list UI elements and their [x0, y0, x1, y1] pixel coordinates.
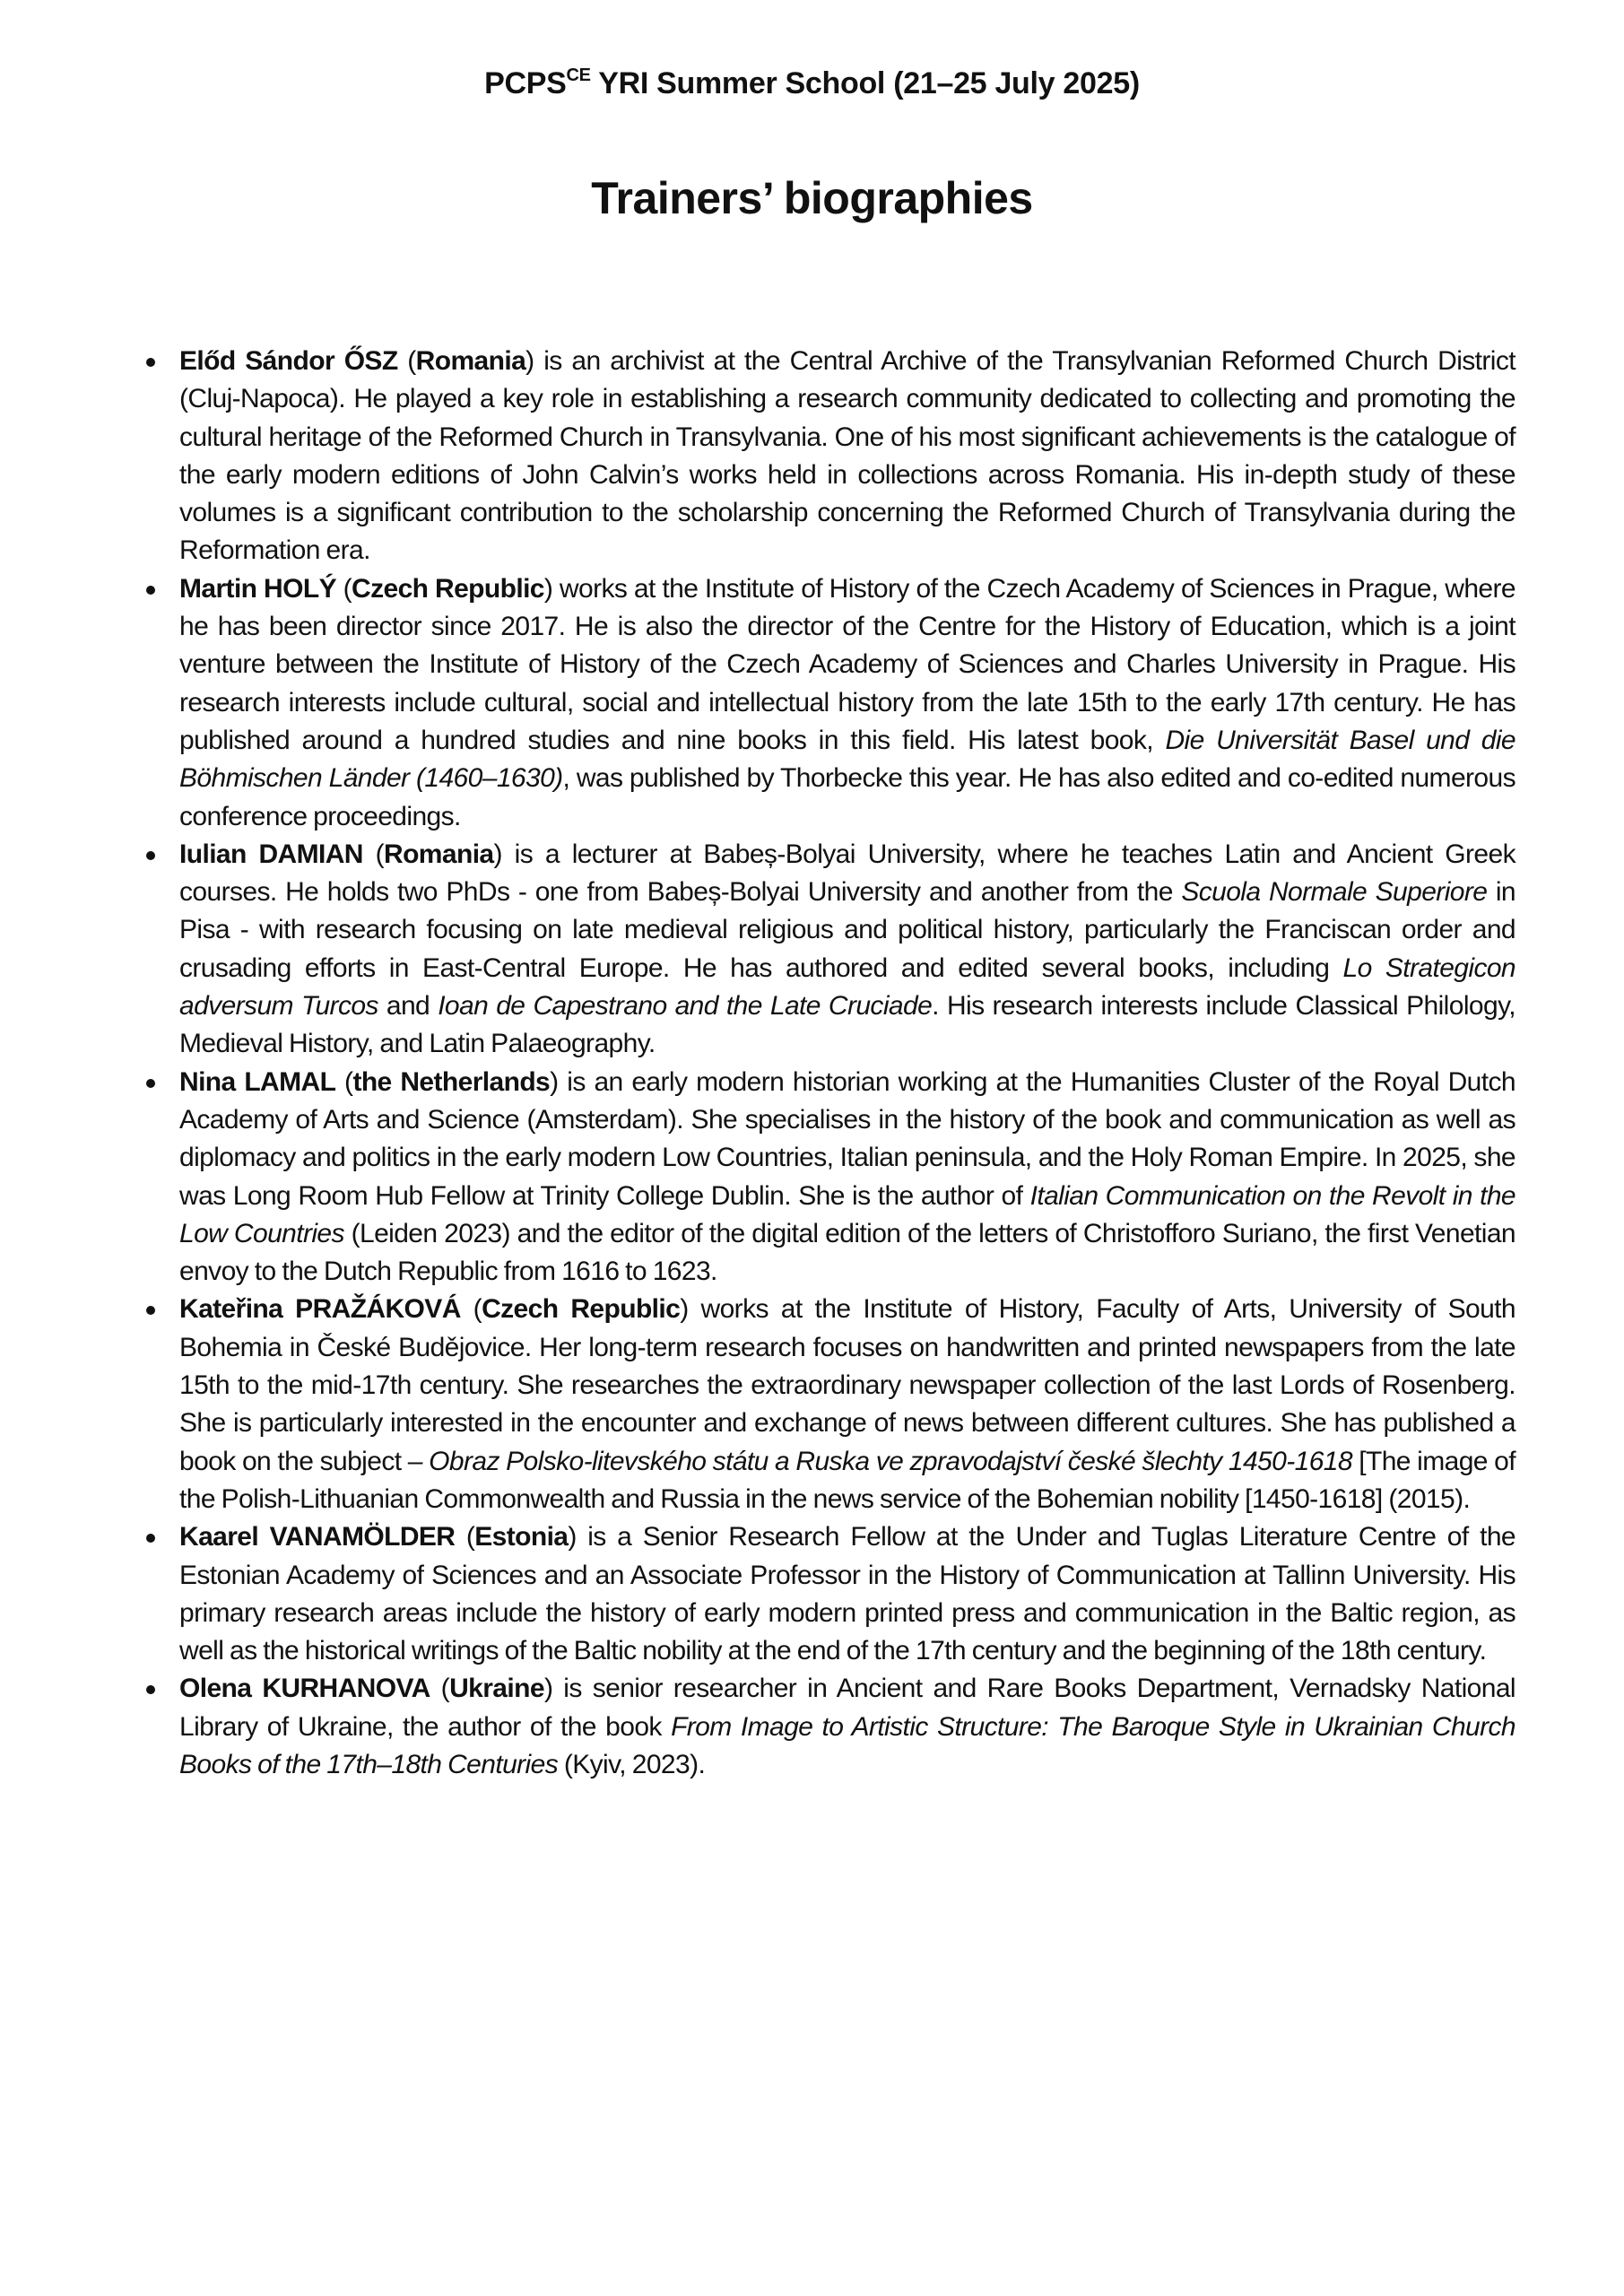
paren-close: ) — [680, 1294, 689, 1325]
page-title: Trainers’ biographies — [591, 173, 1033, 223]
bio-text: works at the Institute of History, Faculty of Arts, University of South Bohemia in České Budějovice. Her long-term research focuses on handwritten and printed newspapers from the late 15th to the mid-17th century. She researches the extraordinary newspaper collection of the last Lords of Rosenberg. She is particularly interested in the encounter and exchange of news between different cultures. She has published a book on the subject – — [179, 1294, 1515, 1476]
bio-item-holy — [179, 570, 1515, 836]
trainer-name: Iulian DAMIAN — [179, 839, 363, 869]
paren-open: ( — [460, 1294, 482, 1325]
trainer-name: Nina LAMAL — [179, 1066, 336, 1097]
bio-item-lamal — [179, 1064, 1515, 1292]
book-title: Ioan de Capestrano and the Late Cruciade — [438, 991, 933, 1022]
bio-text: (Kyiv, 2023). — [558, 1749, 706, 1779]
bio-text: (Leiden 2023) and the editor of the digital edition of the letters of Christofforo Suriano, the first Venetian envoy to the Dutch Republic from 1616 to 1623. — [179, 1218, 1516, 1287]
paren-close: ) — [493, 839, 502, 869]
trainer-country: Czech Republic — [482, 1294, 681, 1325]
bio-text: in Pisa - with research focusing on late medieval religious and political history, particularly the Franciscan order and crusading efforts in East-Central Europe. He has authored and edited several books, including — [179, 877, 1515, 983]
paren-open: ( — [335, 573, 352, 604]
document-header — [0, 66, 1624, 101]
trainer-country: Estonia — [474, 1522, 569, 1552]
book-title: Italian Communication on the Revolt in the Low Countries — [179, 1180, 1515, 1248]
bio-item-vanamolder — [179, 1518, 1515, 1670]
trainer-name: Kateřina PRAŽÁKOVÁ — [179, 1294, 461, 1325]
trainer-country: Romania — [415, 346, 526, 376]
trainer-name: Martin HOLÝ — [179, 573, 336, 604]
bio-text: is a lecturer at Babeș-Bolyai University, where he teaches Latin and Ancient Greek courses. He holds two PhDs - one from Babeș-Bolyai University and another from the — [179, 839, 1515, 908]
trainer-country: Czech Republic — [352, 573, 544, 604]
header-prefix: PCPS — [484, 66, 567, 100]
header-suffix: YRI Summer School (21–25 July 2025) — [590, 66, 1140, 100]
bio-text: is senior researcher in Ancient and Rare Books Department, Vernadsky National Library of Ukraine, the author of the book — [179, 1674, 1515, 1742]
paren-open: ( — [362, 839, 385, 869]
paren-close: ) — [543, 1674, 553, 1704]
trainer-country: Ukraine — [449, 1674, 544, 1704]
bio-text: , was published by Thorbecke this year. He has also edited and co-edited numerous conference proceedings. — [179, 763, 1515, 831]
bio-text: works at the Institute of History of the Czech Academy of Sciences in Prague, where he has been director since 2017. He is also the director of the Centre for the History of Education, which is a joint venture between the Institute of History of the Czech Academy of Sciences and Charles University in Prague. His research interests include cultural, social and intellectual history from the late 15th to the early 17th century. He has published around a hundred studies and nine books in this field. His latest book, — [179, 573, 1515, 755]
paren-open: ( — [430, 1674, 450, 1704]
header-superscript: CE — [566, 65, 591, 85]
trainer-name: Kaarel VANAMÖLDER — [179, 1522, 456, 1552]
bio-text: [The image of the Polish-Lithuanian Commonwealth and Russia in the news service of the Bohemian nobility [1450-1618] (2015). — [179, 1446, 1515, 1514]
bio-text: is an early modern historian working at the Humanities Cluster of the Royal Dutch Academy of Arts and Science (Amsterdam). She specialises in the history of the book and communication as well as diplomacy and politics in the early modern Low Countries, Italian peninsula, and the Holy Roman Empire. In 2025, she was Long Room Hub Fellow at Trinity College Dublin. She is the author of — [179, 1066, 1515, 1211]
book-title: Die Universität Basel und die Böhmischen Länder (1460–1630) — [179, 725, 1515, 794]
bio-text: and — [378, 991, 439, 1022]
book-title: Lo Strategicon adversum Turcos — [179, 952, 1516, 1022]
bio-item-osz — [179, 343, 1515, 570]
paren-close: ) — [568, 1522, 577, 1552]
bio-item-damian — [179, 836, 1515, 1064]
book-title: Obraz Polsko-litevského státu a Ruska ve zpravodajství české šlechty 1450-1618 — [429, 1446, 1352, 1476]
paren-open: ( — [455, 1522, 475, 1552]
bio-list — [179, 343, 1515, 1784]
trainer-country: the Netherlands — [352, 1066, 551, 1097]
bio-item-kurhanova — [179, 1670, 1515, 1784]
institution-name: Scuola Normale Superiore — [1181, 877, 1488, 908]
paren-close: ) — [550, 1066, 559, 1097]
trainer-country: Romania — [384, 839, 494, 869]
paren-close: ) — [543, 573, 553, 604]
paren-open: ( — [335, 1066, 353, 1097]
bio-text: is an archivist at the Central Archive of the Transylvanian Reformed Church District (Cluj-Napoca). He played a key role in establishing a research community dedicated to collecting and promoting the cultural heritage of the Reformed Church in Transylvania. One of his most significant achievements is the catalogue of the early modern editions of John Calvin’s works held in collections across Romania. His in-depth study of these volumes is a significant contribution to the scholarship concerning the Reformed Church of Transylvania during the Reformation era. — [179, 346, 1515, 566]
paren-close: ) — [525, 346, 534, 376]
bio-text: is a Senior Research Fellow at the Under and Tuglas Literature Centre of the Estonian Academy of Sciences and an Associate Professor in the History of Communication at Tallinn University. His primary research areas include the history of early modern printed press and communication in the Baltic region, as well as the historical writings of the Baltic nobility at the end of the 17th century and the beginning of the 18th century. — [179, 1522, 1515, 1666]
trainer-name: Olena KURHANOVA — [179, 1674, 430, 1704]
paren-open: ( — [397, 346, 416, 376]
bio-text: . His research interests include Classical Philology, Medieval History, and Latin Palaeography. — [179, 991, 1515, 1059]
book-title: From Image to Artistic Structure: The Baroque Style in Ukrainian Church Books of the 17th–18th Centuries — [179, 1711, 1515, 1779]
bio-item-prazakova — [179, 1291, 1515, 1518]
trainer-name: Előd Sándor ŐSZ — [179, 346, 398, 376]
